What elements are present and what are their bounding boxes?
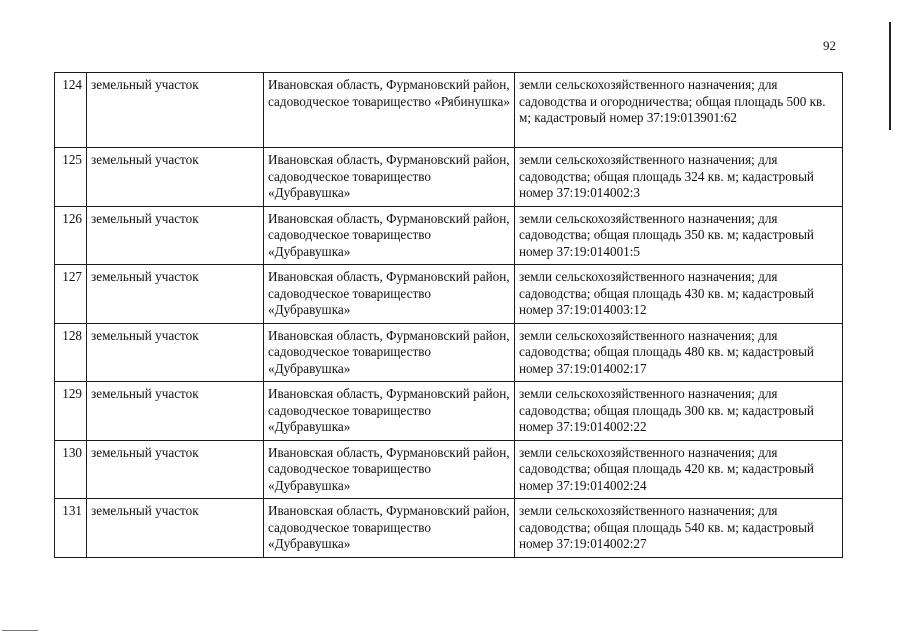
object-type: земельный участок [87, 148, 264, 207]
row-number: 127 [55, 265, 87, 324]
object-description: земли сельскохозяйственного назначения; для садоводства; общая площадь 420 кв. м; кадастровый номер 37:19:014002:24 [515, 440, 843, 499]
object-type: земельный участок [87, 73, 264, 148]
object-description: земли сельскохозяйственного назначения; для садоводства; общая площадь 480 кв. м; кадастровый номер 37:19:014002:17 [515, 323, 843, 382]
object-type: земельный участок [87, 440, 264, 499]
object-description: земли сельскохозяйственного назначения; для садоводства; общая площадь 300 кв. м; кадастровый номер 37:19:014002:22 [515, 382, 843, 441]
object-type: земельный участок [87, 206, 264, 265]
object-address: Ивановская область, Фурмановский район, садоводческое товарищество «Дубравушка» [264, 440, 515, 499]
object-type: земельный участок [87, 323, 264, 382]
table-row [55, 148, 843, 207]
object-address: Ивановская область, Фурмановский район, садоводческое товарищество «Дубравушка» [264, 382, 515, 441]
table-row [55, 73, 843, 148]
table-row [55, 382, 843, 441]
table-row [55, 265, 843, 324]
object-type: земельный участок [87, 382, 264, 441]
row-number: 129 [55, 382, 87, 441]
row-number: 130 [55, 440, 87, 499]
row-number: 125 [55, 148, 87, 207]
property-table [54, 72, 843, 558]
table-row [55, 323, 843, 382]
row-number: 128 [55, 323, 87, 382]
table-row [55, 440, 843, 499]
object-type: земельный участок [87, 499, 264, 558]
object-description: земли сельскохозяйственного назначения; для садоводства; общая площадь 430 кв. м; кадастровый номер 37:19:014003:12 [515, 265, 843, 324]
table-row [55, 499, 843, 558]
object-description: земли сельскохозяйственного назначения; для садоводства и огородничества; общая площадь 500 кв. м; кадастровый номер 37:19:013901:62 [515, 73, 843, 148]
margin-line [889, 22, 891, 130]
object-type: земельный участок [87, 265, 264, 324]
page-number: 92 [823, 38, 836, 53]
table-row [55, 206, 843, 265]
object-address: Ивановская область, Фурмановский район, садоводческое товарищество «Дубравушка» [264, 265, 515, 324]
row-number: 124 [55, 73, 87, 148]
object-address: Ивановская область, Фурмановский район, садоводческое товарищество «Дубравушка» [264, 206, 515, 265]
object-address: Ивановская область, Фурмановский район, садоводческое товарищество «Дубравушка» [264, 323, 515, 382]
object-description: земли сельскохозяйственного назначения; для садоводства; общая площадь 540 кв. м; кадастровый номер 37:19:014002:27 [515, 499, 843, 558]
object-address: Ивановская область, Фурмановский район, садоводческое товарищество «Рябинушка» [264, 73, 515, 148]
scan-mark [2, 630, 38, 631]
row-number: 131 [55, 499, 87, 558]
object-address: Ивановская область, Фурмановский район, садоводческое товарищество «Дубравушка» [264, 148, 515, 207]
object-address: Ивановская область, Фурмановский район, садоводческое товарищество «Дубравушка» [264, 499, 515, 558]
object-description: земли сельскохозяйственного назначения; для садоводства; общая площадь 324 кв. м; кадастровый номер 37:19:014002:3 [515, 148, 843, 207]
object-description: земли сельскохозяйственного назначения; для садоводства; общая площадь 350 кв. м; кадастровый номер 37:19:014001:5 [515, 206, 843, 265]
row-number: 126 [55, 206, 87, 265]
